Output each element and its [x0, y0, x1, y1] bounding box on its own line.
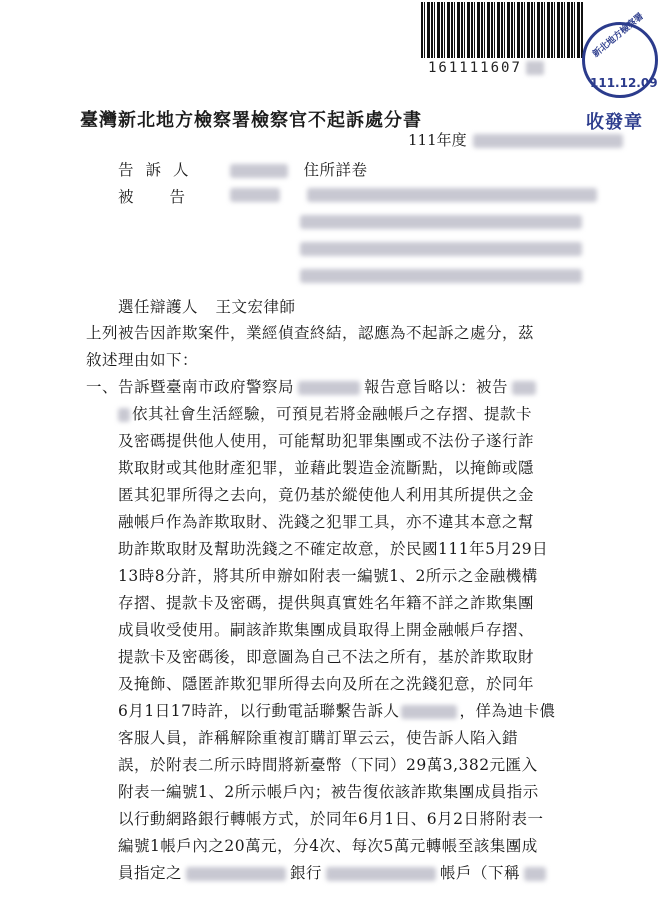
- redaction: [524, 867, 546, 881]
- body-line-6: 融帳戶作為詐欺取財、洗錢之犯罪工具，亦不違其本意之幫: [118, 513, 535, 531]
- redaction: [186, 867, 286, 881]
- complainant-role: 告訴人: [118, 161, 201, 179]
- document-title: 臺灣新北地方檢察署檢察官不起訴處分書: [80, 110, 422, 131]
- redaction: [300, 269, 582, 283]
- redaction: [298, 381, 360, 395]
- body-line-18: 編號1帳戶內之20萬元，分4次、每次5萬元轉帳至該集團成: [118, 837, 538, 855]
- body-text: 員指定之: [118, 864, 183, 882]
- body-line-11: 提款卡及密碼後，即意圖為自己不法之所有，基於詐欺取財: [118, 648, 535, 666]
- redaction: [326, 867, 436, 881]
- barcode-number-suffix: 7: [511, 60, 522, 76]
- body-line-10: 成員收受使用。嗣該詐欺集團成員取得上開金融帳戶存摺、: [118, 621, 535, 639]
- body-line-19: [118, 861, 546, 883]
- case-year: 111年度: [408, 131, 467, 149]
- redaction: [300, 242, 582, 256]
- body-text: 6月1日17時許，以行動電話聯繫告訴人: [118, 702, 400, 720]
- body-text: 一、告訴暨臺南市政府警察局: [86, 378, 295, 396]
- body-line-13: [118, 699, 555, 721]
- case-number: [408, 129, 623, 150]
- body-line-16: 附表一編號1、2所示帳戶內；被告復依該詐欺集團成員指示: [118, 783, 539, 801]
- redaction: [118, 408, 130, 422]
- defendant-address-1: [300, 212, 582, 230]
- barcode-number: [428, 60, 544, 76]
- body-line-14: 客服人員，詐稱解除重複訂購訂單云云，使告訴人陷入錯: [118, 729, 519, 747]
- body-line-3: 及密碼提供他人使用，可能幫助犯罪集團或不法份子遂行詐: [118, 432, 535, 450]
- barcode: [421, 2, 583, 58]
- body-line-15: 誤，於附表二所示時間將新臺幣（下同）29萬3,382元匯入: [118, 756, 538, 774]
- body-line-9: 存摺、提款卡及密碼，提供與真實姓名年籍不詳之詐欺集團: [118, 594, 535, 612]
- body-text: 依其社會生活經驗，可預見若將金融帳戶之存摺、提款卡: [132, 405, 533, 423]
- redaction: [401, 705, 457, 719]
- stamp-date: 111.12.09: [590, 76, 658, 90]
- receipt-stamp: [574, 11, 662, 133]
- redaction: [512, 381, 536, 395]
- stamp-arc-text: 新北地方檢察署: [591, 11, 646, 60]
- body-text: 銀行: [290, 864, 323, 882]
- complainant-line: [230, 158, 367, 180]
- barcode-number-prefix: 16111160: [428, 60, 512, 76]
- redaction: [230, 188, 280, 202]
- defendant-address-3: [300, 266, 582, 284]
- defendant-address-2: [300, 239, 582, 257]
- redaction: [230, 164, 288, 178]
- body-text: 帳戶（下稱: [440, 864, 521, 882]
- redaction: [526, 61, 544, 75]
- body-line-7: 助詐欺取財及幫助洗錢之不確定故意，於民國111年5月29日: [118, 540, 549, 558]
- body-line-8: 13時8分許，將其所申辦如附表一編號1、2所示之金融機構: [118, 567, 538, 585]
- body-line-17: 以行動網路銀行轉帳方式，於同年6月1日、6月2日將附表一: [118, 810, 544, 828]
- body-line-1: [86, 375, 536, 397]
- intro-line-2: 敘述理由如下：: [86, 351, 199, 369]
- counsel-role: 選任辯護人: [118, 298, 199, 316]
- body-line-4: 欺取財或其他財產犯罪，並藉此製造金流斷點，以掩飾或隱: [118, 459, 535, 477]
- body-line-2: [118, 402, 532, 424]
- redaction: [307, 188, 597, 202]
- body-text: ，佯為迪卡儂: [459, 702, 556, 720]
- defendant-line: [230, 185, 597, 203]
- body-line-12: 及掩飾、隱匿詐欺犯罪所得去向及所在之洗錢犯意，於同年: [118, 675, 535, 693]
- defendant-role: 被告: [118, 188, 222, 206]
- stamp-label: 收發章: [586, 112, 643, 133]
- body-line-5: 匿其犯罪所得之去向，竟仍基於縱使他人利用其所提供之金: [118, 486, 535, 504]
- complainant-note: 住所詳卷: [303, 161, 368, 179]
- redaction: [473, 134, 623, 148]
- intro-line-1: 上列被告因詐欺案件，業經偵查終結，認應為不起訴之處分，茲: [86, 324, 535, 342]
- body-text: 報告意旨略以：被告: [364, 378, 509, 396]
- counsel-line: [118, 295, 295, 317]
- counsel-name: 王文宏律師: [215, 298, 296, 316]
- redaction: [300, 215, 582, 229]
